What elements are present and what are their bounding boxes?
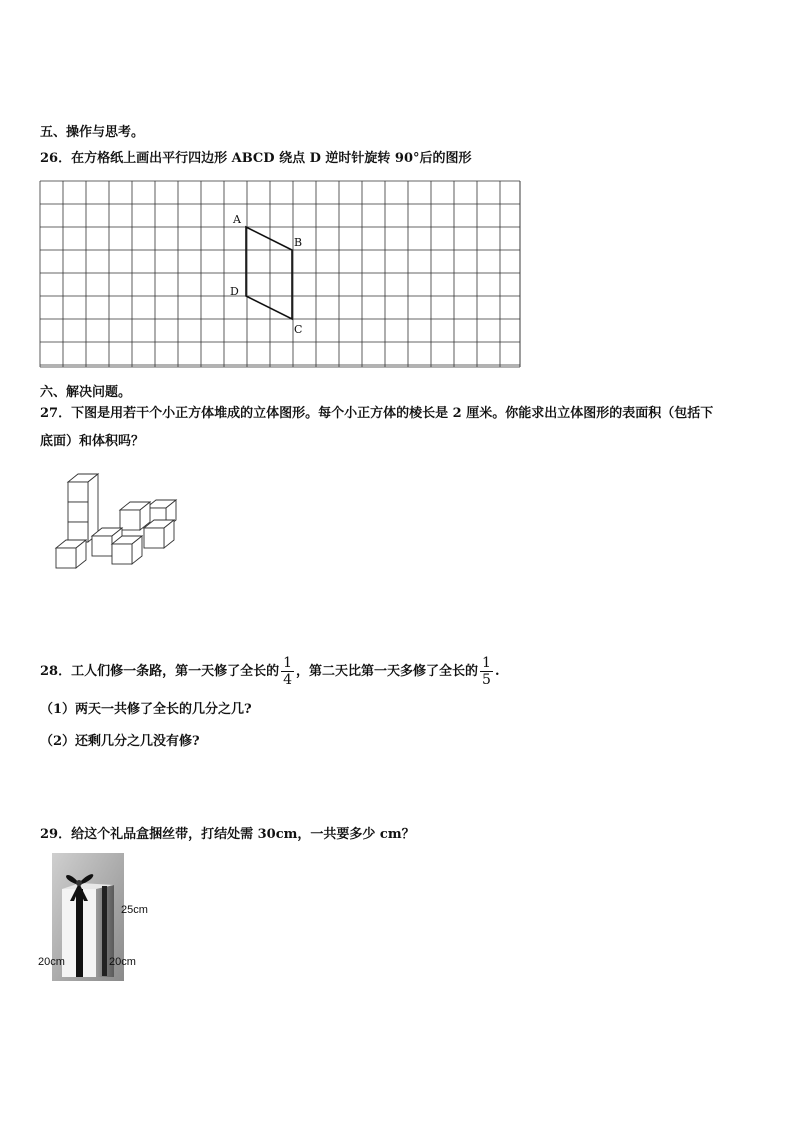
gift-box-height-label: 25cm: [121, 904, 148, 916]
section-5-title: 五、操作与思考。: [40, 125, 145, 140]
gift-box-depth-label: 20cm: [109, 956, 136, 968]
grid-paper: [40, 181, 520, 367]
question-27-line-1: 27．下图是用若干个小正方体堆成的立体图形。每个小正方体的棱长是 2 厘米。你能求出立体图形的表面积（包括下: [40, 406, 714, 421]
fraction-one-quarter: [281, 655, 294, 688]
question-29-text: 29．给这个礼品盒捆丝带，打结处需 30cm，一共要多少 cm？: [40, 827, 415, 842]
question-28-text: [40, 655, 499, 688]
question-28-sub-2: （2）还剩几分之几没有修?: [40, 734, 200, 749]
fraction-2-denominator: 5: [482, 672, 491, 688]
point-d-label: D: [230, 285, 239, 298]
point-c-label: C: [294, 323, 303, 336]
fraction-1-numerator: 1: [283, 655, 293, 671]
point-a-label: A: [233, 213, 241, 226]
cube-stack-figure: [52, 470, 192, 580]
question-28-part-1: 28．工人们修一条路，第一天修了全长的: [40, 664, 280, 679]
question-27-line-2: 底面）和体积吗？: [40, 434, 145, 449]
question-26-text: 26．在方格纸上画出平行四边形 ABCD 绕点 D 逆时针旋转 90°后的图形: [40, 151, 472, 166]
section-6-title: 六、解决问题。: [40, 385, 132, 400]
question-27-text: [40, 400, 756, 456]
point-b-label: B: [294, 236, 303, 249]
question-28-sub-1: （1）两天一共修了全长的几分之几?: [40, 702, 252, 717]
fraction-2-numerator: 1: [482, 655, 491, 671]
gift-box-width-label: 20cm: [38, 956, 65, 968]
question-28-part-2: ，第二天比第一天多修了全长的: [296, 664, 479, 679]
fraction-1-denominator: 4: [283, 672, 293, 688]
question-28-part-3: .: [494, 664, 500, 679]
fraction-one-fifth: [480, 655, 493, 688]
